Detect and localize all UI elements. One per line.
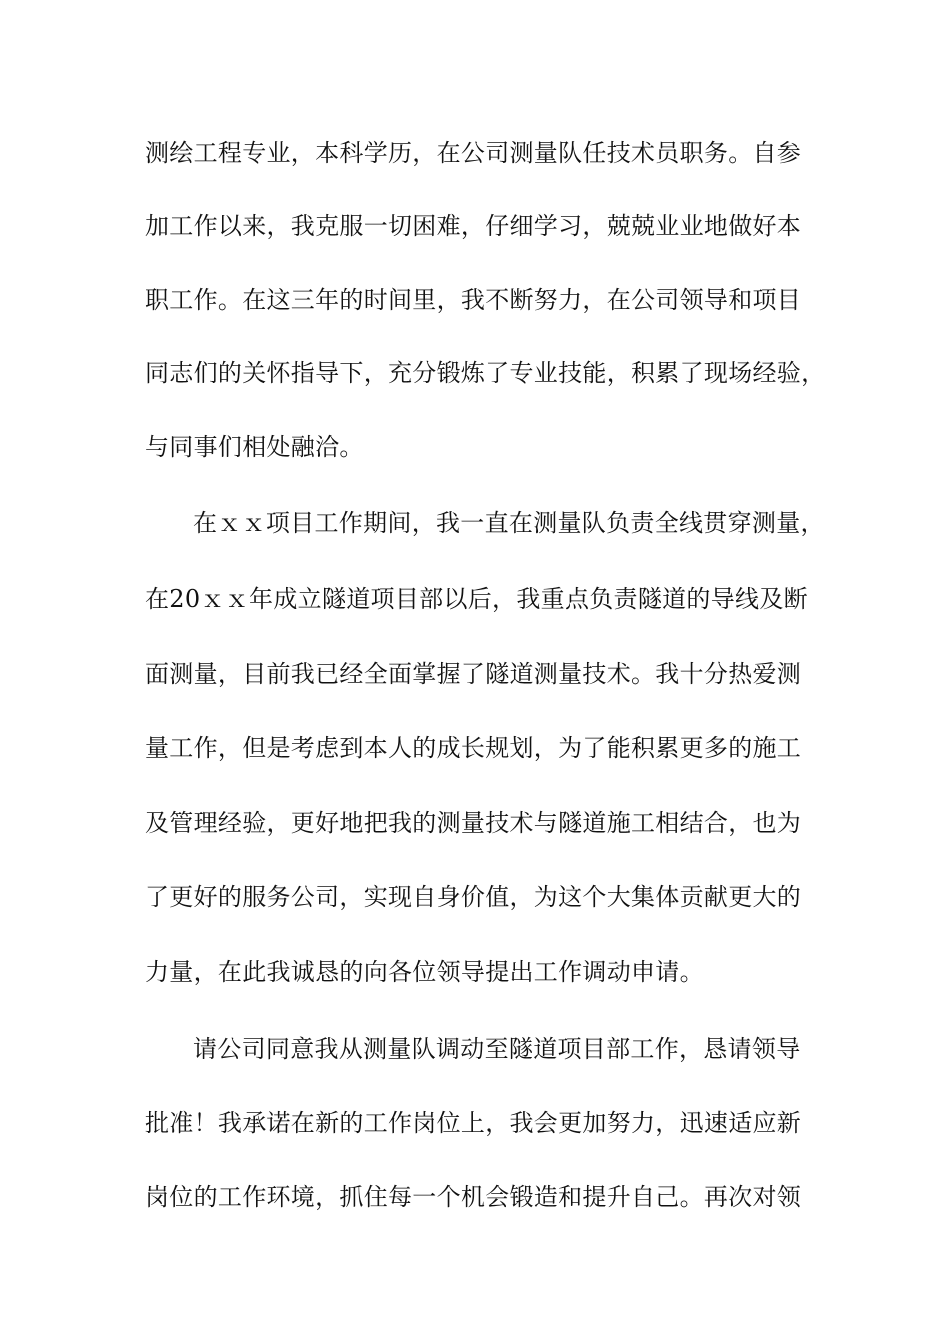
paragraph-1-line-4: 同志们的关怀指导下，充分锻炼了专业技能，积累了现场经验，	[145, 359, 826, 387]
paragraph-3-line-1: 请公司同意我从测量队调动至隧道项目部工作，恳请领导	[193, 1035, 801, 1063]
paragraph-1-line-5: 与同事们相处融洽。	[145, 433, 364, 461]
paragraph-2-line-5: 及管理经验，更好地把我的测量技术与隧道施工相结合，也为	[145, 809, 802, 837]
paragraph-2-line-7: 力量，在此我诚恳的向各位领导提出工作调动申请。	[145, 958, 704, 986]
paragraph-3-line-2: 批准！我承诺在新的工作岗位上，我会更加努力，迅速适应新	[145, 1109, 802, 1137]
paragraph-2-line-4: 量工作，但是考虑到本人的成长规划，为了能积累更多的施工	[145, 734, 802, 762]
paragraph-2-line-1: 在ｘｘ项目工作期间，我一直在测量队负责全线贯穿测量，	[193, 509, 825, 537]
paragraph-1-line-2: 加工作以来，我克服一切困难，仔细学习，兢兢业业地做好本	[145, 212, 802, 240]
paragraph-2-line-2: 在20ｘｘ年成立隧道项目部以后，我重点负责隧道的导线及断	[145, 585, 808, 613]
paragraph-2-line-6: 了更好的服务公司，实现自身价值，为这个大集体贡献更大的	[145, 883, 802, 911]
paragraph-1-line-1: 测绘工程专业，本科学历，在公司测量队任技术员职务。自参	[145, 139, 802, 167]
paragraph-2-line-3: 面测量，目前我已经全面掌握了隧道测量技术。我十分热爱测	[145, 660, 802, 688]
paragraph-3-line-3: 岗位的工作环境，抓住每一个机会锻造和提升自己。再次对领	[145, 1183, 802, 1211]
paragraph-1-line-3: 职工作。在这三年的时间里，我不断努力，在公司领导和项目	[145, 286, 802, 314]
